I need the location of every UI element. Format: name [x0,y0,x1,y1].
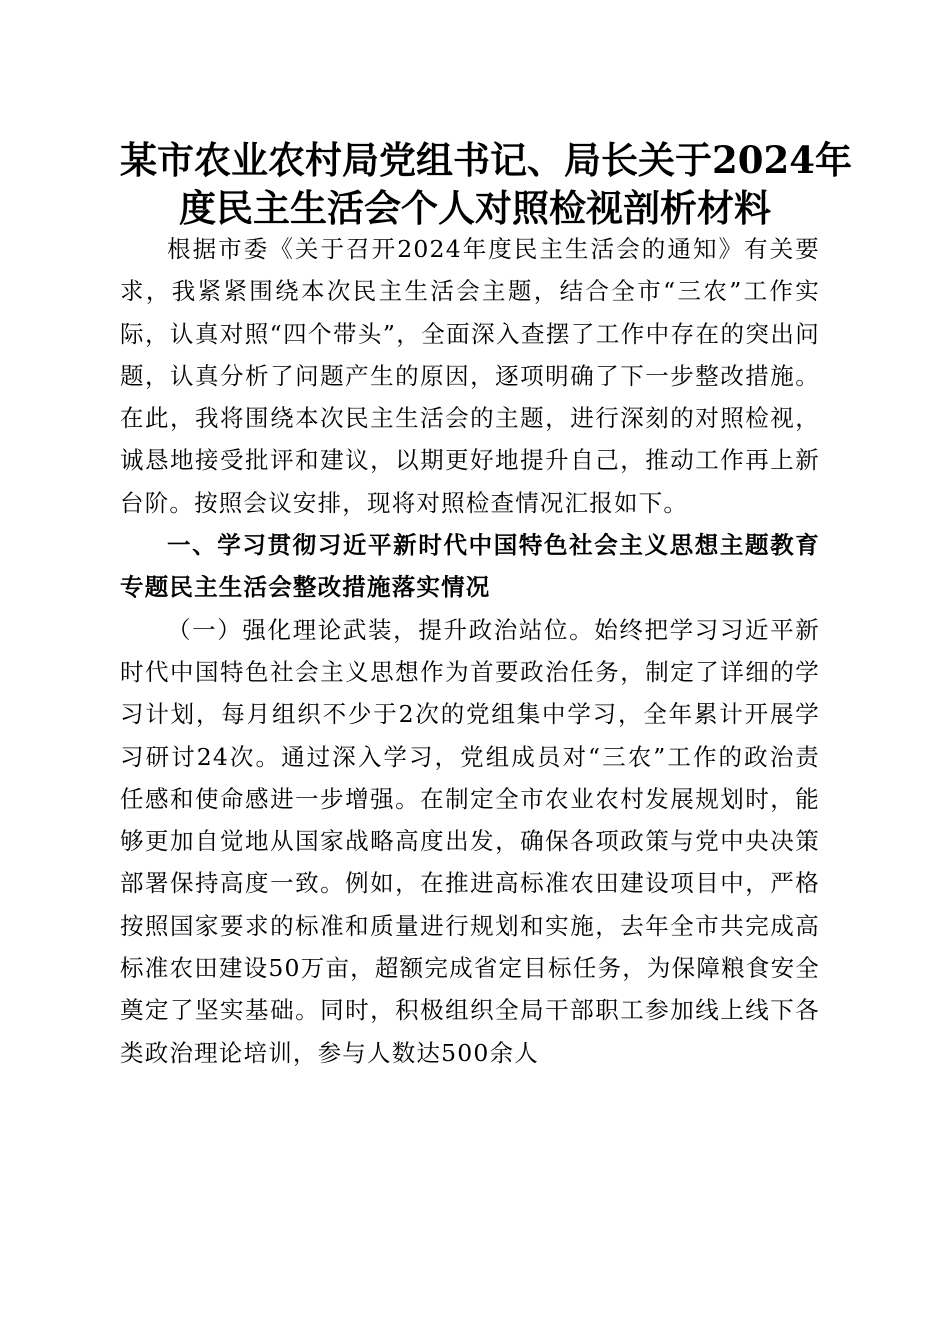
title-line-1: 某市农业农村局党组书记、局长关于2024年 [120,138,852,182]
section-1-paragraph-1: （一）强化理论武装，提升政治站位。始终把学习习近平新时代中国特色社会主义思想作为首要政治任务，制定了详细的学习计划，每月组织不少于2次的党组集中学习，全年累计开展学习研讨24次。通过深入学习，党组成员对“三农”工作的政治责任感和使命感进一步增强。在制定全市农业农村发展规划时，能够更加自觉地从国家战略高度出发，确保各项政策与党中央决策部署保持高度一致。例如，在推进高标准农田建设项目中，严格按照国家要求的标准和质量进行规划和实施，去年全市共完成高标准农田建设50万亩，超额完成省定目标任务，为保障粮食安全奠定了坚实基础。同时，积极组织全局干部职工参加线上线下各类政治理论培训，参与人数达500余人 [120,615,820,1067]
document-body [120,228,820,1074]
title-line-2: 度民主生活会个人对照检视剖析材料 [179,186,771,230]
document-title [120,136,852,232]
intro-paragraph: 根据市委《关于召开2024年度民主生活会的通知》有关要求，我紧紧围绕本次民主生活会主题，结合全市“三农”工作实际，认真对照“四个带头”，全面深入查摆了工作中存在的突出问题，认真分析了问题产生的原因，逐项明确了下一步整改措施。在此，我将围绕本次民主生活会的主题，进行深刻的对照检视，诚恳地接受批评和建议，以期更好地提升自己，推动工作再上新台阶。按照会议安排，现将对照检查情况汇报如下。 [120,235,820,517]
section-1-heading: 一、学习贯彻习近平新时代中国特色社会主义思想主题教育专题民主生活会整改措施落实情况 [120,531,820,602]
